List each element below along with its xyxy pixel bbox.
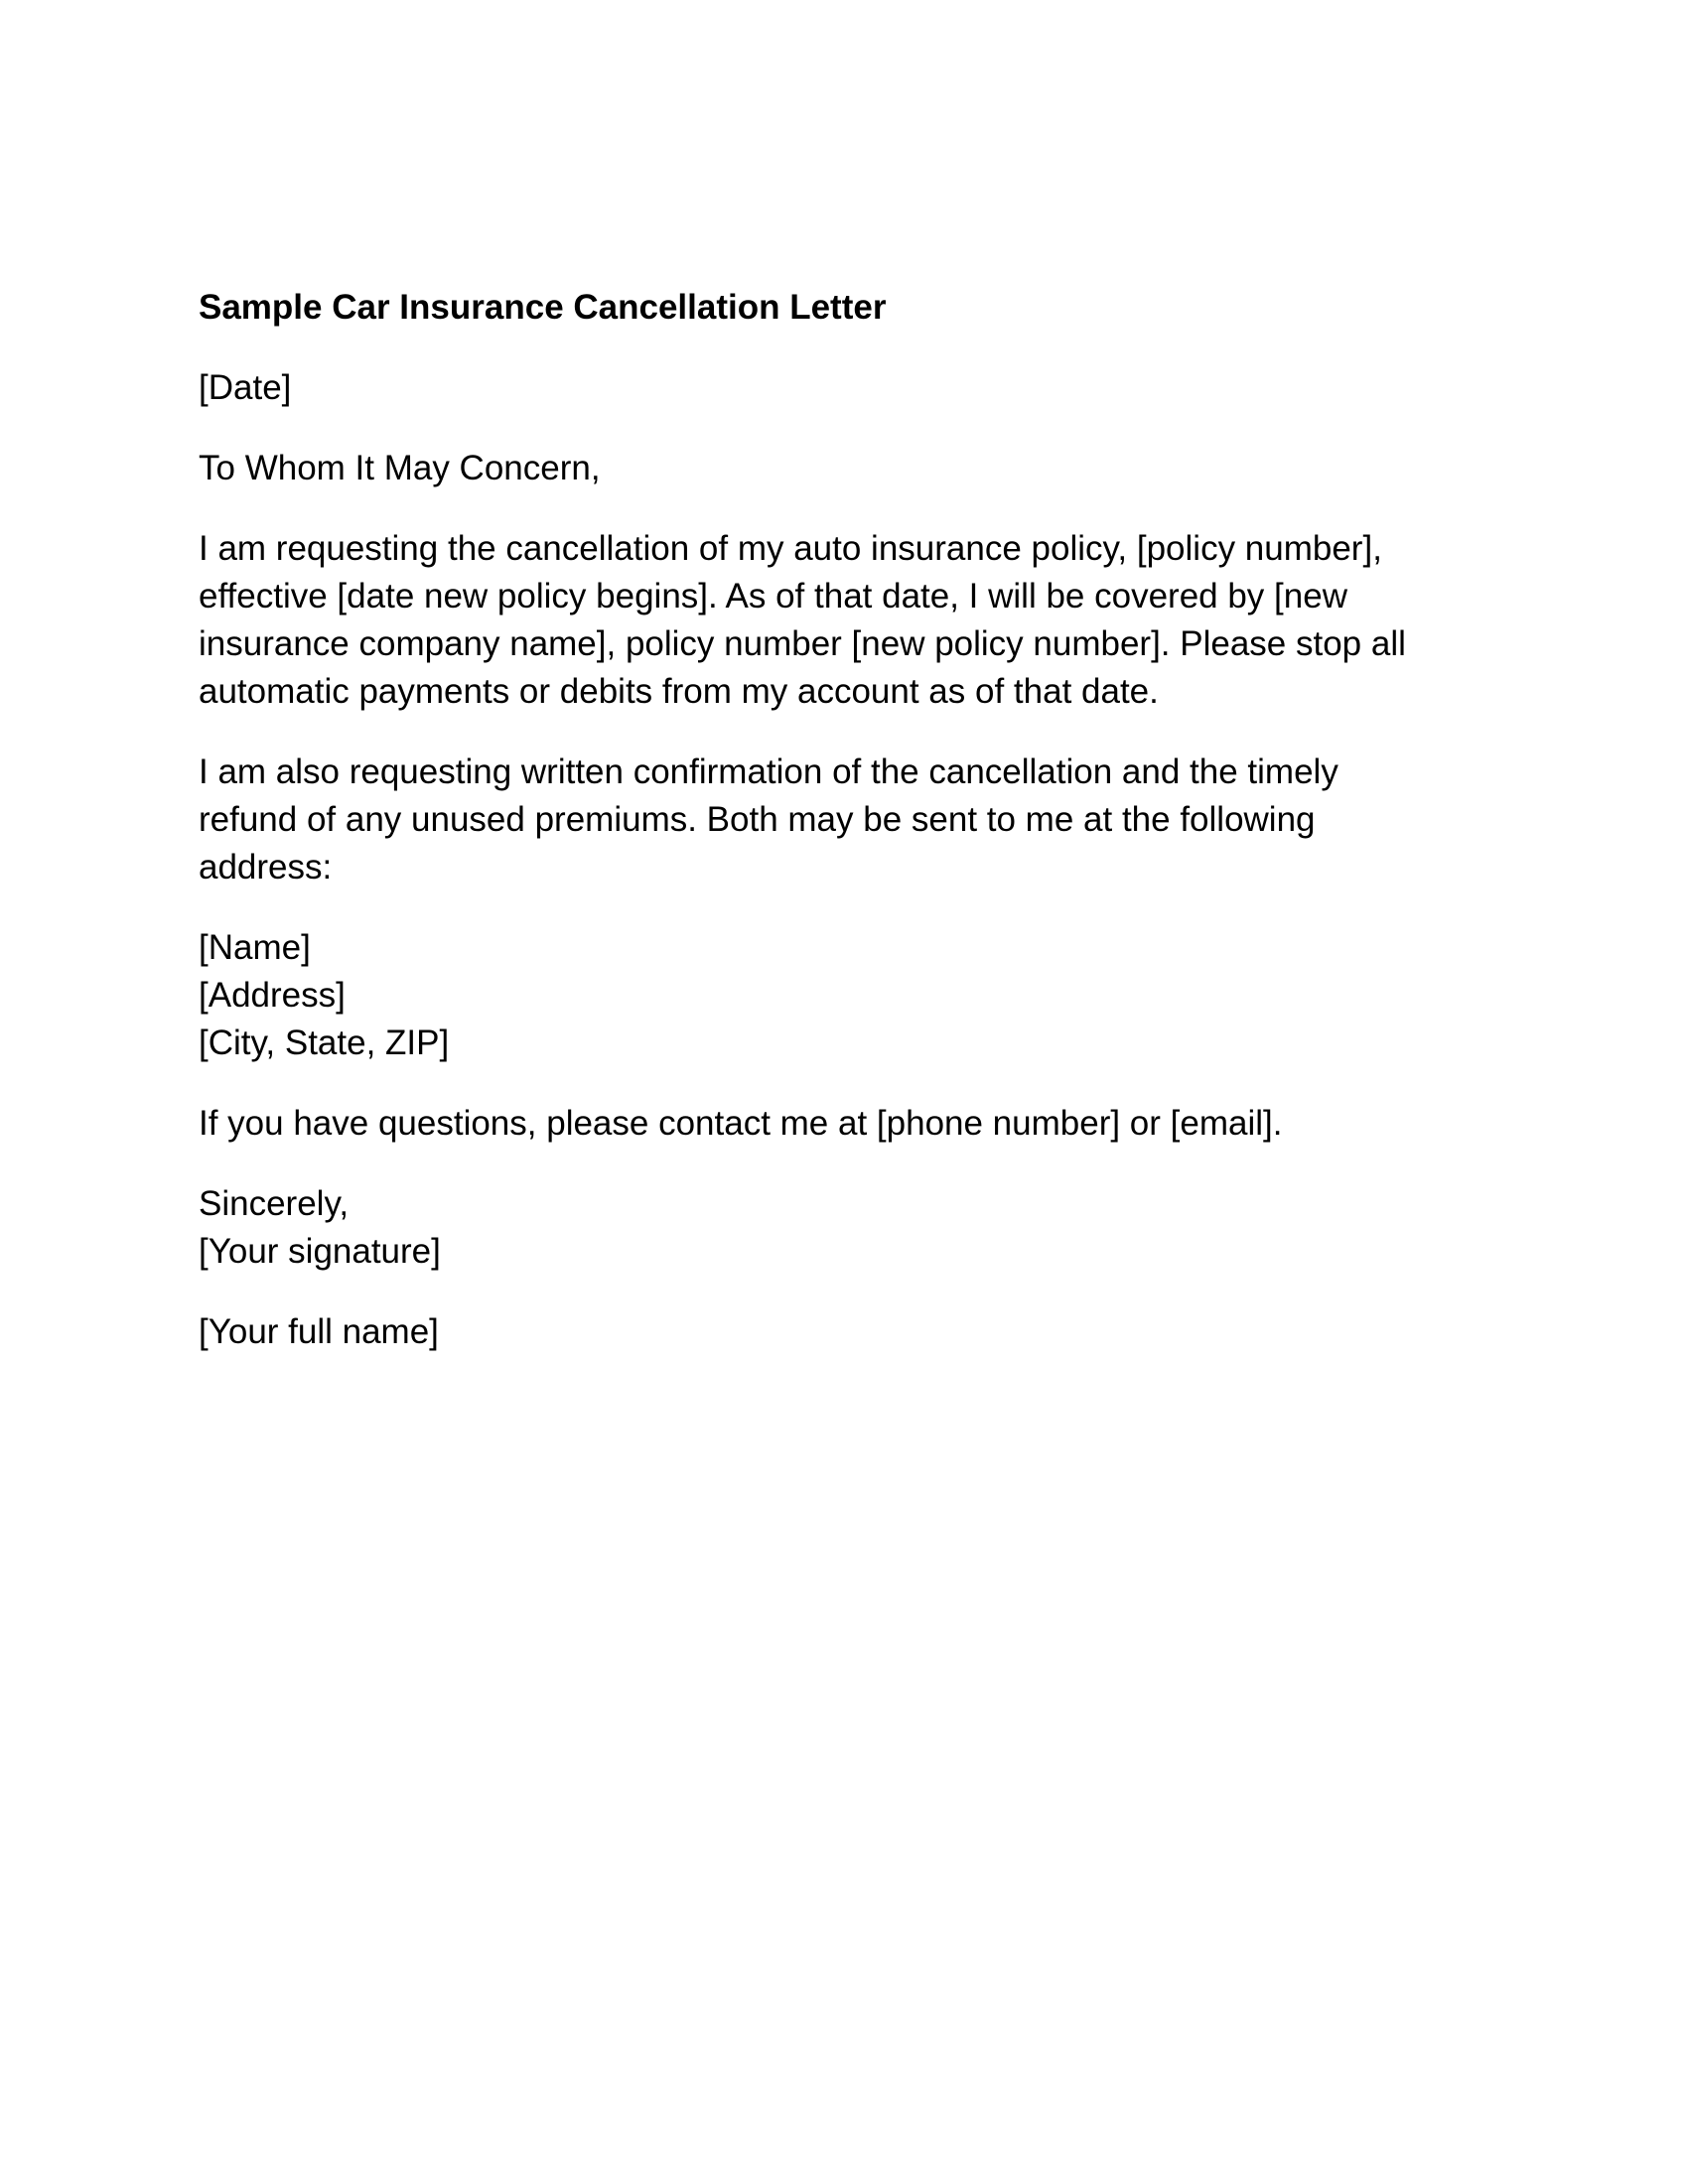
paragraph-line: I am requesting the cancellation of my auto insurance policy, [policy number], xyxy=(199,529,1382,568)
paragraph-request-cancellation xyxy=(199,525,1450,716)
closing-text: Sincerely, xyxy=(199,1184,350,1223)
paragraph-line: insurance company name], policy number [new policy number]. Please stop all xyxy=(199,624,1406,663)
signature-placeholder: [Your signature] xyxy=(199,1232,441,1271)
address-street: [Address] xyxy=(199,976,346,1015)
letter-date: [Date] xyxy=(199,368,292,407)
letter-title: Sample Car Insurance Cancellation Letter xyxy=(199,288,887,327)
letter-salutation: To Whom It May Concern, xyxy=(199,449,601,487)
address-name: [Name] xyxy=(199,928,311,967)
paragraph-line: address: xyxy=(199,848,333,887)
address-city-state-zip: [City, State, ZIP] xyxy=(199,1024,450,1062)
paragraph-request-confirmation xyxy=(199,749,1450,891)
paragraph-line: effective [date new policy begins]. As of that date, I will be covered by [new xyxy=(199,577,1347,615)
paragraph-line: automatic payments or debits from my account as of that date. xyxy=(199,672,1159,711)
contact-paragraph: If you have questions, please contact me at [phone number] or [email]. xyxy=(199,1104,1283,1143)
letter-body xyxy=(199,284,1450,1356)
closing-block xyxy=(199,1180,1450,1276)
paragraph-line: I am also requesting written confirmation of the cancellation and the timely xyxy=(199,752,1338,791)
paragraph-line: refund of any unused premiums. Both may be sent to me at the following xyxy=(199,800,1316,839)
address-block xyxy=(199,924,1450,1067)
full-name-placeholder: [Your full name] xyxy=(199,1312,439,1351)
